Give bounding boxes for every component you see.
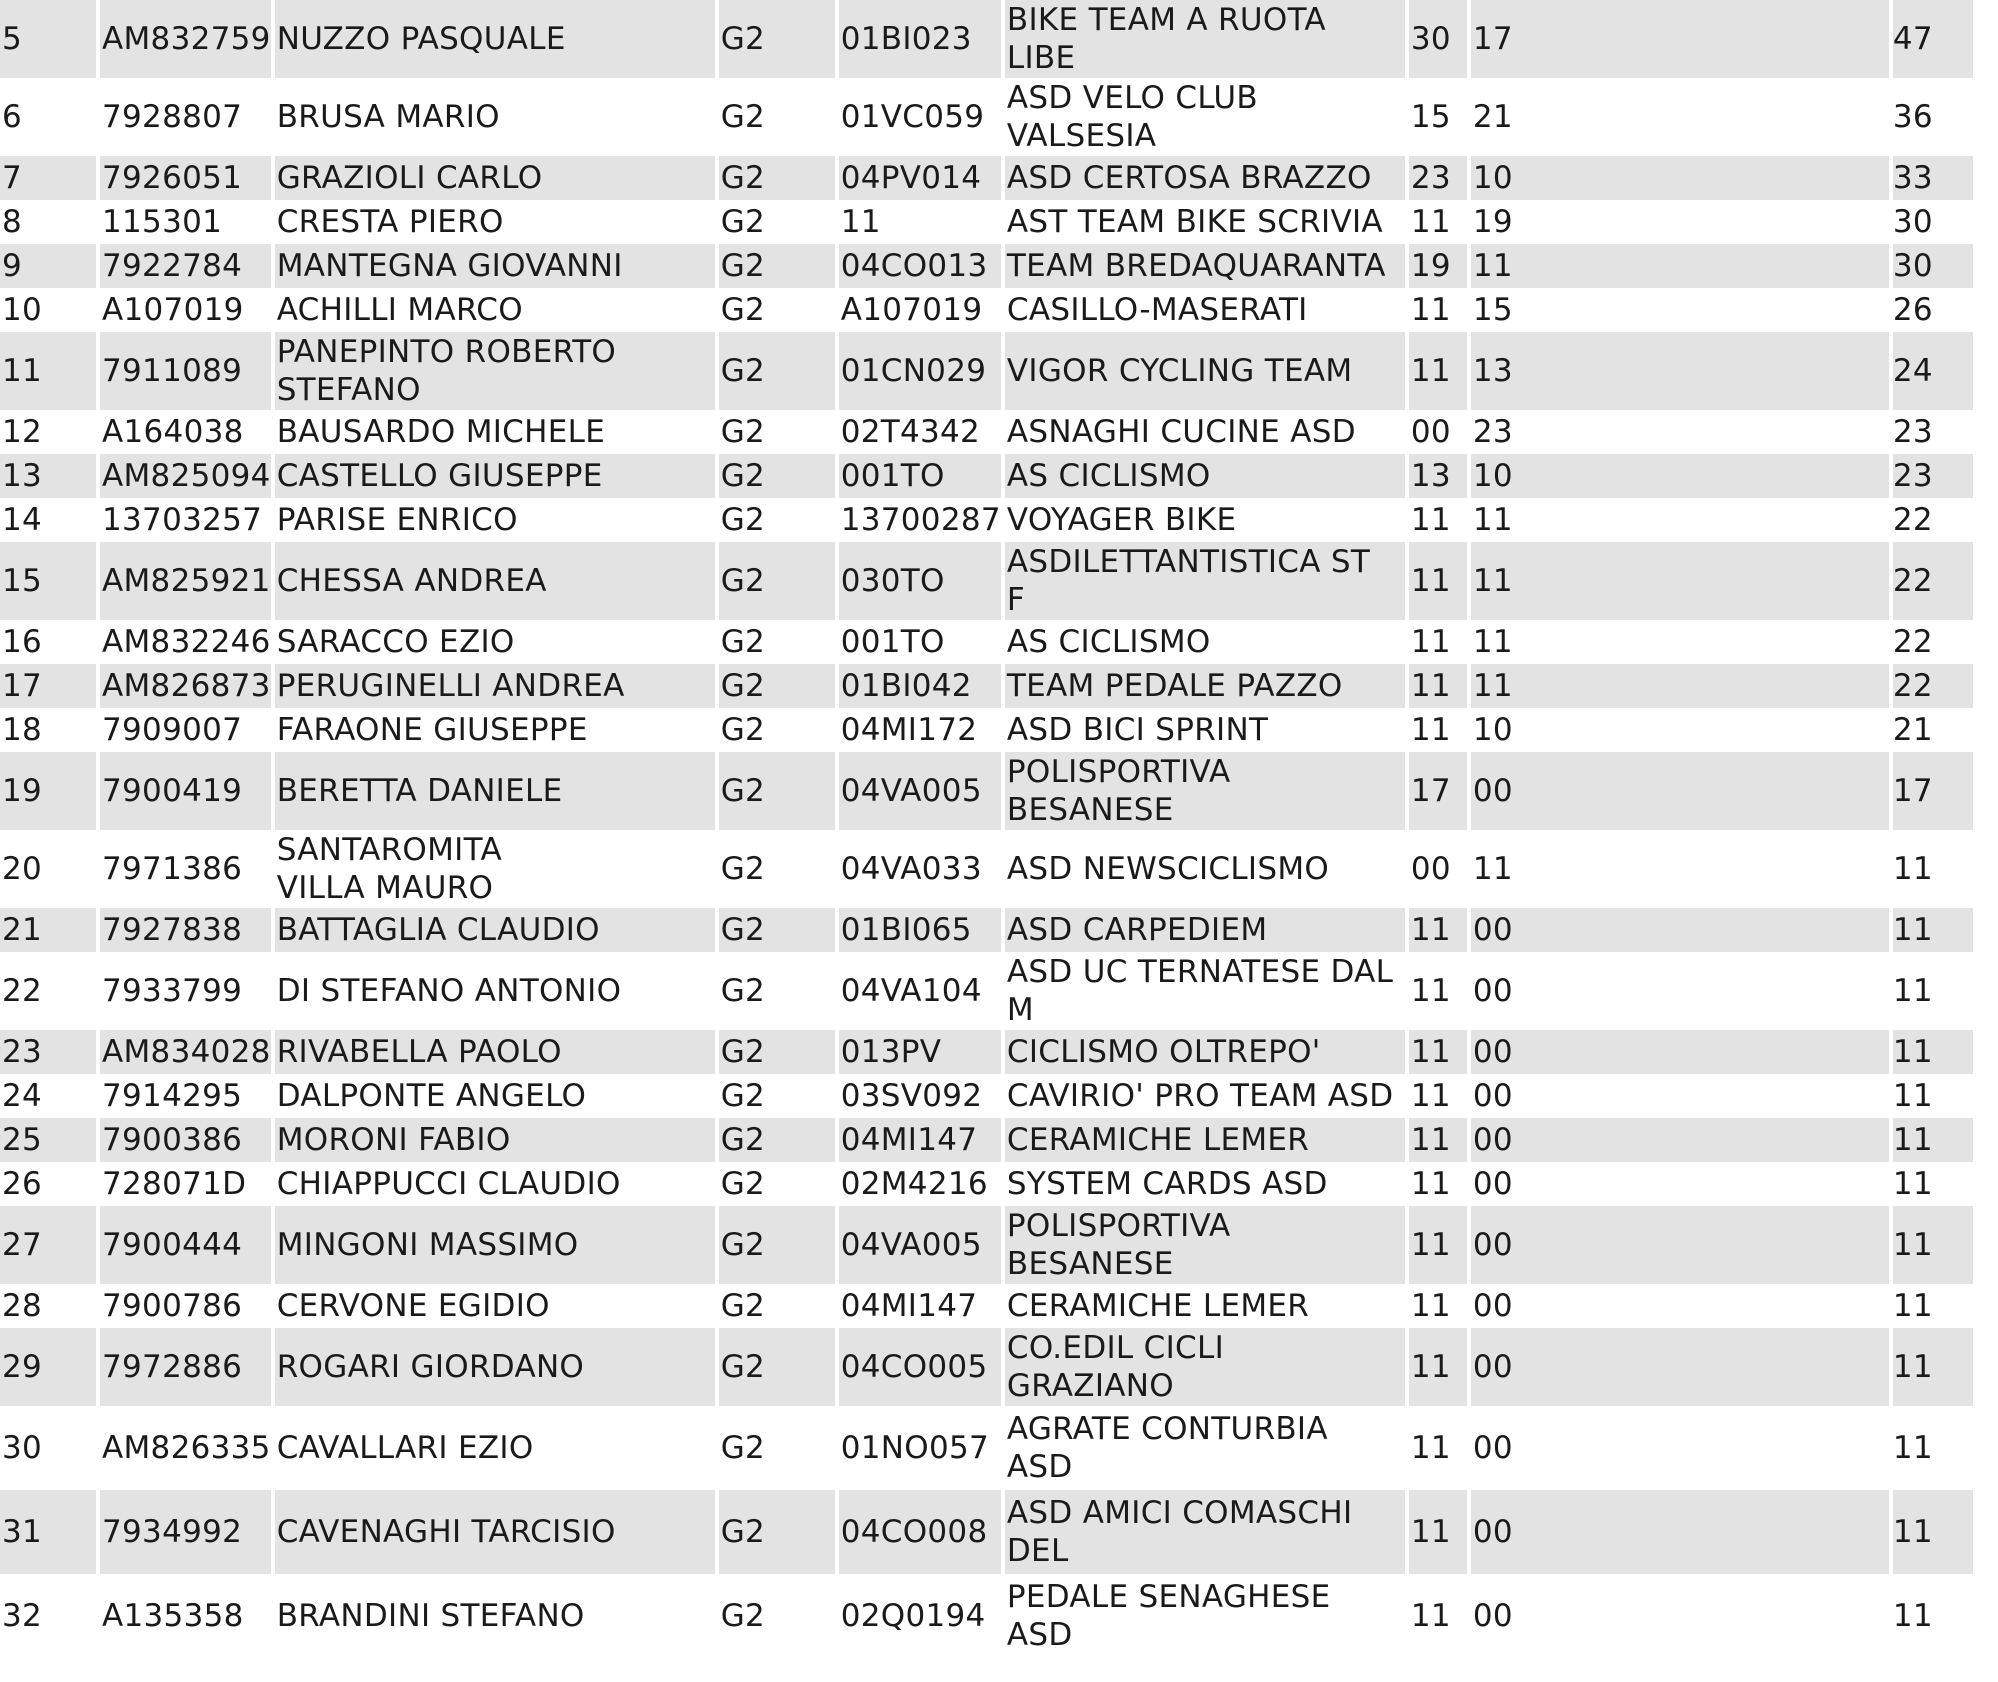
points-2-cell: 00 bbox=[1471, 1328, 1889, 1406]
license-code-cell: 7933799 bbox=[102, 973, 243, 1009]
position-cell: 10 bbox=[2, 292, 43, 328]
total-points-cell: 11 bbox=[1892, 1288, 1933, 1324]
table-row bbox=[0, 288, 1973, 332]
position-cell: 18 bbox=[2, 712, 43, 748]
license-code-cell: AM826873 bbox=[100, 664, 271, 708]
points-2-cell: 23 bbox=[1472, 414, 1513, 450]
team-code-cell: 11 bbox=[840, 204, 881, 240]
category-cell: G2 bbox=[720, 1078, 766, 1114]
rider-name-cell: BAUSARDO MICHELE bbox=[276, 414, 606, 450]
team-name-cell: ASDILETTANTISTICA ST F bbox=[1005, 542, 1405, 620]
team-name-cell: AS CICLISMO bbox=[1005, 454, 1405, 498]
rider-name-cell: MINGONI MASSIMO bbox=[275, 1206, 715, 1284]
position-cell: 9 bbox=[0, 244, 96, 288]
team-code-cell: 02Q0194 bbox=[840, 1598, 986, 1634]
team-name-cell: AGRATE CONTURBIA ASD bbox=[1006, 1411, 1328, 1485]
total-points-cell: 11 bbox=[1893, 1206, 1973, 1284]
points-2-cell: 17 bbox=[1471, 0, 1889, 78]
category-cell: G2 bbox=[720, 502, 766, 538]
team-name-cell: POLISPORTIVA BESANESE bbox=[1005, 1206, 1405, 1284]
category-cell: G2 bbox=[719, 1118, 835, 1162]
team-name-cell: AS CICLISMO bbox=[1006, 624, 1211, 660]
table-row bbox=[0, 664, 1973, 708]
team-code-cell: 04MI172 bbox=[840, 712, 978, 748]
points-1-cell: 15 bbox=[1410, 99, 1451, 135]
position-cell: 23 bbox=[0, 1030, 96, 1074]
team-name-cell: TEAM PEDALE PAZZO bbox=[1005, 664, 1405, 708]
points-1-cell: 23 bbox=[1409, 156, 1467, 200]
points-2-cell: 00 bbox=[1472, 1430, 1513, 1466]
position-cell: 28 bbox=[2, 1288, 43, 1324]
table-row bbox=[0, 78, 1973, 156]
team-code-cell: 030TO bbox=[839, 542, 1001, 620]
position-cell: 7 bbox=[0, 156, 96, 200]
team-code-cell: 01BI042 bbox=[839, 664, 1001, 708]
points-2-cell: 00 bbox=[1471, 1490, 1889, 1574]
rider-name-cell: BRANDINI STEFANO bbox=[276, 1598, 585, 1634]
license-code-cell: 7900786 bbox=[102, 1288, 243, 1324]
license-code-cell: A164038 bbox=[102, 414, 244, 450]
points-1-cell: 11 bbox=[1410, 624, 1451, 660]
position-cell: 27 bbox=[0, 1206, 96, 1284]
rider-name-cell: BRUSA MARIO bbox=[276, 99, 500, 135]
position-cell: 26 bbox=[2, 1166, 43, 1202]
points-2-cell: 00 bbox=[1472, 973, 1513, 1009]
license-code-cell: AM832759 bbox=[100, 0, 271, 78]
rider-name-cell: MANTEGNA GIOVANNI bbox=[275, 244, 715, 288]
team-name-cell: CO.EDIL CICLI GRAZIANO bbox=[1005, 1328, 1405, 1406]
points-1-cell: 11 bbox=[1410, 204, 1451, 240]
points-2-cell: 00 bbox=[1471, 908, 1889, 952]
team-code-cell: 001TO bbox=[840, 624, 945, 660]
team-code-cell: 13700287 bbox=[840, 502, 1001, 538]
points-1-cell: 00 bbox=[1410, 414, 1451, 450]
category-cell: G2 bbox=[719, 542, 835, 620]
total-points-cell: 24 bbox=[1893, 332, 1973, 410]
team-code-cell: 04MI147 bbox=[840, 1288, 978, 1324]
license-code-cell: 7911089 bbox=[100, 332, 271, 410]
rider-name-cell: BATTAGLIA CLAUDIO bbox=[275, 908, 715, 952]
category-cell: G2 bbox=[719, 1328, 835, 1406]
rider-name-cell: FARAONE GIUSEPPE bbox=[276, 712, 588, 748]
position-cell: 30 bbox=[2, 1430, 43, 1466]
team-code-cell: 04PV014 bbox=[839, 156, 1001, 200]
points-1-cell: 11 bbox=[1410, 1430, 1451, 1466]
points-1-cell: 00 bbox=[1410, 851, 1451, 887]
team-code-cell: 04MI147 bbox=[839, 1118, 1001, 1162]
points-2-cell: 00 bbox=[1471, 1030, 1889, 1074]
team-name-cell: ASD BICI SPRINT bbox=[1006, 712, 1269, 748]
category-cell: G2 bbox=[720, 624, 766, 660]
license-code-cell: AM825094 bbox=[100, 454, 271, 498]
points-1-cell: 30 bbox=[1409, 0, 1467, 78]
position-cell: 5 bbox=[0, 0, 96, 78]
team-code-cell: 02T4342 bbox=[840, 414, 981, 450]
rider-name-cell: MORONI FABIO bbox=[275, 1118, 715, 1162]
license-code-cell: 7922784 bbox=[100, 244, 271, 288]
rider-name-cell: ACHILLI MARCO bbox=[276, 292, 523, 328]
rider-name-cell: ROGARI GIORDANO bbox=[275, 1328, 715, 1406]
points-2-cell: 10 bbox=[1471, 454, 1889, 498]
points-2-cell: 13 bbox=[1471, 332, 1889, 410]
total-points-cell: 22 bbox=[1892, 502, 1933, 538]
team-name-cell: CERAMICHE LEMER bbox=[1006, 1288, 1310, 1324]
position-cell: 29 bbox=[0, 1328, 96, 1406]
rider-name-cell: SANTAROMITA VILLA MAURO bbox=[276, 832, 502, 906]
license-code-cell: 7900444 bbox=[100, 1206, 271, 1284]
total-points-cell: 11 bbox=[1893, 1328, 1973, 1406]
team-name-cell: SYSTEM CARDS ASD bbox=[1006, 1166, 1328, 1202]
points-1-cell: 11 bbox=[1410, 1598, 1451, 1634]
rider-name-cell: CHESSA ANDREA bbox=[275, 542, 715, 620]
position-cell: 19 bbox=[0, 752, 96, 830]
points-2-cell: 10 bbox=[1472, 712, 1513, 748]
position-cell: 20 bbox=[2, 851, 43, 887]
rider-name-cell: NUZZO PASQUALE bbox=[275, 0, 715, 78]
rider-name-cell: PANEPINTO ROBERTO STEFANO bbox=[275, 332, 715, 410]
category-cell: G2 bbox=[719, 244, 835, 288]
table-row bbox=[0, 752, 1973, 830]
team-name-cell: ASNAGHI CUCINE ASD bbox=[1006, 414, 1356, 450]
points-1-cell: 11 bbox=[1410, 712, 1451, 748]
points-1-cell: 17 bbox=[1409, 752, 1467, 830]
team-name-cell: ASD AMICI COMASCHI DEL bbox=[1005, 1490, 1405, 1574]
table-row bbox=[0, 1284, 1973, 1328]
table-row bbox=[0, 244, 1973, 288]
team-name-cell: CASILLO-MASERATI bbox=[1006, 292, 1308, 328]
license-code-cell: 7900386 bbox=[100, 1118, 271, 1162]
table-row bbox=[0, 952, 1973, 1030]
category-cell: G2 bbox=[719, 1030, 835, 1074]
table-row bbox=[0, 830, 1973, 908]
team-code-cell: 03SV092 bbox=[840, 1078, 983, 1114]
license-code-cell: 7971386 bbox=[102, 851, 243, 887]
license-code-cell: 7900419 bbox=[100, 752, 271, 830]
total-points-cell: 30 bbox=[1892, 204, 1933, 240]
category-cell: G2 bbox=[720, 414, 766, 450]
team-name-cell: PEDALE SENAGHESE ASD bbox=[1006, 1579, 1331, 1653]
license-code-cell: A107019 bbox=[102, 292, 244, 328]
license-code-cell: A135358 bbox=[102, 1598, 244, 1634]
license-code-cell: AM826335 bbox=[102, 1430, 271, 1466]
category-cell: G2 bbox=[720, 1166, 766, 1202]
total-points-cell: 22 bbox=[1892, 624, 1933, 660]
table-row bbox=[0, 908, 1973, 952]
rider-name-cell: DI STEFANO ANTONIO bbox=[276, 973, 622, 1009]
rider-name-cell: PERUGINELLI ANDREA bbox=[275, 664, 715, 708]
total-points-cell: 11 bbox=[1892, 1166, 1933, 1202]
position-cell: 24 bbox=[2, 1078, 43, 1114]
category-cell: G2 bbox=[719, 1490, 835, 1574]
license-code-cell: AM832246 bbox=[102, 624, 271, 660]
team-name-cell: TEAM BREDAQUARANTA bbox=[1005, 244, 1405, 288]
points-1-cell: 11 bbox=[1409, 664, 1467, 708]
team-name-cell: ASD CERTOSA BRAZZO bbox=[1005, 156, 1405, 200]
total-points-cell: 11 bbox=[1893, 908, 1973, 952]
points-2-cell: 11 bbox=[1472, 502, 1513, 538]
total-points-cell: 11 bbox=[1893, 1118, 1973, 1162]
team-code-cell: 01CN029 bbox=[839, 332, 1001, 410]
position-cell: 16 bbox=[2, 624, 43, 660]
total-points-cell: 30 bbox=[1893, 244, 1973, 288]
team-code-cell: 04VA005 bbox=[839, 752, 1001, 830]
points-2-cell: 11 bbox=[1472, 851, 1513, 887]
total-points-cell: 47 bbox=[1893, 0, 1973, 78]
team-code-cell: 01VC059 bbox=[840, 99, 985, 135]
total-points-cell: 21 bbox=[1892, 712, 1933, 748]
category-cell: G2 bbox=[720, 1598, 766, 1634]
team-name-cell: CICLISMO OLTREPO' bbox=[1005, 1030, 1405, 1074]
team-code-cell: 01NO057 bbox=[840, 1430, 990, 1466]
table-row bbox=[0, 1328, 1973, 1406]
position-cell: 22 bbox=[2, 973, 43, 1009]
category-cell: G2 bbox=[720, 204, 766, 240]
rider-name-cell: DALPONTE ANGELO bbox=[276, 1078, 587, 1114]
position-cell: 31 bbox=[0, 1490, 96, 1574]
license-code-cell: 115301 bbox=[102, 204, 223, 240]
points-2-cell: 11 bbox=[1471, 664, 1889, 708]
total-points-cell: 11 bbox=[1893, 1030, 1973, 1074]
position-cell: 17 bbox=[0, 664, 96, 708]
total-points-cell: 22 bbox=[1893, 664, 1973, 708]
points-1-cell: 11 bbox=[1410, 973, 1451, 1009]
rider-name-cell: GRAZIOLI CARLO bbox=[275, 156, 715, 200]
total-points-cell: 11 bbox=[1892, 973, 1933, 1009]
points-1-cell: 11 bbox=[1409, 1328, 1467, 1406]
rider-name-cell: SARACCO EZIO bbox=[276, 624, 515, 660]
rider-name-cell: CRESTA PIERO bbox=[276, 204, 504, 240]
table-row bbox=[0, 454, 1973, 498]
table-row bbox=[0, 1574, 1973, 1658]
team-name-cell: BIKE TEAM A RUOTA LIBE bbox=[1005, 0, 1405, 78]
position-cell: 15 bbox=[0, 542, 96, 620]
license-code-cell: 7928807 bbox=[102, 99, 243, 135]
team-code-cell: 01BI065 bbox=[839, 908, 1001, 952]
total-points-cell: 11 bbox=[1892, 851, 1933, 887]
table-row bbox=[0, 1406, 1973, 1490]
license-code-cell: 7927838 bbox=[100, 908, 271, 952]
table-row bbox=[0, 0, 1973, 78]
team-code-cell: 04VA104 bbox=[840, 973, 982, 1009]
total-points-cell: 11 bbox=[1892, 1078, 1933, 1114]
table-row bbox=[0, 620, 1973, 664]
total-points-cell: 23 bbox=[1892, 414, 1933, 450]
team-name-cell: AST TEAM BIKE SCRIVIA bbox=[1006, 204, 1383, 240]
points-2-cell: 00 bbox=[1472, 1598, 1513, 1634]
points-1-cell: 11 bbox=[1409, 1490, 1467, 1574]
team-code-cell: 001TO bbox=[839, 454, 1001, 498]
table-row bbox=[0, 1030, 1973, 1074]
total-points-cell: 23 bbox=[1893, 454, 1973, 498]
points-2-cell: 15 bbox=[1472, 292, 1513, 328]
points-2-cell: 00 bbox=[1471, 752, 1889, 830]
table-row bbox=[0, 156, 1973, 200]
points-2-cell: 19 bbox=[1472, 204, 1513, 240]
position-cell: 8 bbox=[2, 204, 23, 240]
team-name-cell: ASD VELO CLUB VALSESIA bbox=[1006, 80, 1258, 154]
category-cell: G2 bbox=[719, 454, 835, 498]
table-row bbox=[0, 1162, 1973, 1206]
points-2-cell: 00 bbox=[1472, 1288, 1513, 1324]
points-1-cell: 11 bbox=[1409, 1118, 1467, 1162]
team-name-cell: VIGOR CYCLING TEAM bbox=[1005, 332, 1405, 410]
position-cell: 12 bbox=[2, 414, 43, 450]
license-code-cell: 728071D bbox=[102, 1166, 247, 1202]
position-cell: 32 bbox=[2, 1598, 43, 1634]
total-points-cell: 11 bbox=[1892, 1598, 1933, 1634]
total-points-cell: 17 bbox=[1893, 752, 1973, 830]
points-1-cell: 11 bbox=[1410, 502, 1451, 538]
license-code-cell: 7972886 bbox=[100, 1328, 271, 1406]
total-points-cell: 11 bbox=[1892, 1430, 1933, 1466]
table-row bbox=[0, 200, 1973, 244]
rider-name-cell: CASTELLO GIUSEPPE bbox=[275, 454, 715, 498]
points-1-cell: 11 bbox=[1410, 1078, 1451, 1114]
points-2-cell: 00 bbox=[1471, 1118, 1889, 1162]
team-code-cell: 02M4216 bbox=[840, 1166, 988, 1202]
points-2-cell: 11 bbox=[1472, 624, 1513, 660]
table-row bbox=[0, 1490, 1973, 1574]
points-1-cell: 11 bbox=[1410, 292, 1451, 328]
license-code-cell: 13703257 bbox=[102, 502, 263, 538]
table-row bbox=[0, 1206, 1973, 1284]
team-code-cell: 04VA033 bbox=[840, 851, 982, 887]
team-code-cell: A107019 bbox=[840, 292, 983, 328]
points-2-cell: 11 bbox=[1471, 542, 1889, 620]
position-cell: 25 bbox=[0, 1118, 96, 1162]
category-cell: G2 bbox=[719, 908, 835, 952]
points-2-cell: 11 bbox=[1471, 244, 1889, 288]
points-1-cell: 11 bbox=[1409, 1030, 1467, 1074]
table-row bbox=[0, 498, 1973, 542]
license-code-cell: 7909007 bbox=[102, 712, 243, 748]
points-2-cell: 10 bbox=[1471, 156, 1889, 200]
table-row bbox=[0, 542, 1973, 620]
team-name-cell: ASD CARPEDIEM bbox=[1005, 908, 1405, 952]
team-code-cell: 013PV bbox=[839, 1030, 1001, 1074]
rider-name-cell: CERVONE EGIDIO bbox=[276, 1288, 550, 1324]
position-cell: 14 bbox=[2, 502, 43, 538]
team-code-cell: 04CO008 bbox=[839, 1490, 1001, 1574]
license-code-cell: AM834028 bbox=[100, 1030, 271, 1074]
team-code-cell: 01BI023 bbox=[839, 0, 1001, 78]
table-row bbox=[0, 1074, 1973, 1118]
category-cell: G2 bbox=[720, 1288, 766, 1324]
category-cell: G2 bbox=[720, 712, 766, 748]
points-2-cell: 00 bbox=[1472, 1166, 1513, 1202]
total-points-cell: 36 bbox=[1892, 99, 1933, 135]
team-code-cell: 04CO013 bbox=[839, 244, 1001, 288]
points-1-cell: 11 bbox=[1409, 908, 1467, 952]
points-2-cell: 00 bbox=[1472, 1078, 1513, 1114]
category-cell: G2 bbox=[720, 1430, 766, 1466]
points-1-cell: 11 bbox=[1410, 1288, 1451, 1324]
team-name-cell: POLISPORTIVA BESANESE bbox=[1005, 752, 1405, 830]
team-code-cell: 04CO005 bbox=[839, 1328, 1001, 1406]
category-cell: G2 bbox=[719, 332, 835, 410]
category-cell: G2 bbox=[720, 292, 766, 328]
position-cell: 21 bbox=[0, 908, 96, 952]
points-1-cell: 11 bbox=[1410, 1166, 1451, 1202]
team-name-cell: CAVIRIO' PRO TEAM ASD bbox=[1006, 1078, 1394, 1114]
category-cell: G2 bbox=[719, 1206, 835, 1284]
category-cell: G2 bbox=[719, 752, 835, 830]
license-code-cell: AM825921 bbox=[100, 542, 271, 620]
license-code-cell: 7926051 bbox=[100, 156, 271, 200]
points-1-cell: 11 bbox=[1409, 542, 1467, 620]
rider-name-cell: CAVENAGHI TARCISIO bbox=[275, 1490, 715, 1574]
rider-name-cell: PARISE ENRICO bbox=[276, 502, 518, 538]
position-cell: 13 bbox=[0, 454, 96, 498]
table-row bbox=[0, 1118, 1973, 1162]
points-1-cell: 13 bbox=[1409, 454, 1467, 498]
license-code-cell: 7934992 bbox=[100, 1490, 271, 1574]
position-cell: 6 bbox=[2, 99, 23, 135]
points-2-cell: 00 bbox=[1471, 1206, 1889, 1284]
rider-name-cell: CAVALLARI EZIO bbox=[276, 1430, 534, 1466]
points-1-cell: 19 bbox=[1409, 244, 1467, 288]
total-points-cell: 22 bbox=[1893, 542, 1973, 620]
rider-name-cell: CHIAPPUCCI CLAUDIO bbox=[276, 1166, 621, 1202]
rider-name-cell: RIVABELLA PAOLO bbox=[275, 1030, 715, 1074]
points-1-cell: 11 bbox=[1409, 332, 1467, 410]
position-cell: 11 bbox=[0, 332, 96, 410]
category-cell: G2 bbox=[720, 99, 766, 135]
total-points-cell: 11 bbox=[1893, 1490, 1973, 1574]
category-cell: G2 bbox=[720, 973, 766, 1009]
team-name-cell: ASD NEWSCICLISMO bbox=[1006, 851, 1330, 887]
table-row bbox=[0, 410, 1973, 454]
team-name-cell: CERAMICHE LEMER bbox=[1005, 1118, 1405, 1162]
total-points-cell: 33 bbox=[1893, 156, 1973, 200]
points-1-cell: 11 bbox=[1409, 1206, 1467, 1284]
table-row bbox=[0, 332, 1973, 410]
category-cell: G2 bbox=[719, 664, 835, 708]
team-name-cell: VOYAGER BIKE bbox=[1006, 502, 1237, 538]
table-row bbox=[0, 708, 1973, 752]
team-name-cell: ASD UC TERNATESE DAL M bbox=[1006, 954, 1394, 1028]
category-cell: G2 bbox=[719, 0, 835, 78]
license-code-cell: 7914295 bbox=[102, 1078, 243, 1114]
team-code-cell: 04VA005 bbox=[839, 1206, 1001, 1284]
category-cell: G2 bbox=[720, 851, 766, 887]
points-2-cell: 21 bbox=[1472, 99, 1513, 135]
category-cell: G2 bbox=[719, 156, 835, 200]
total-points-cell: 26 bbox=[1892, 292, 1933, 328]
rider-name-cell: BERETTA DANIELE bbox=[275, 752, 715, 830]
